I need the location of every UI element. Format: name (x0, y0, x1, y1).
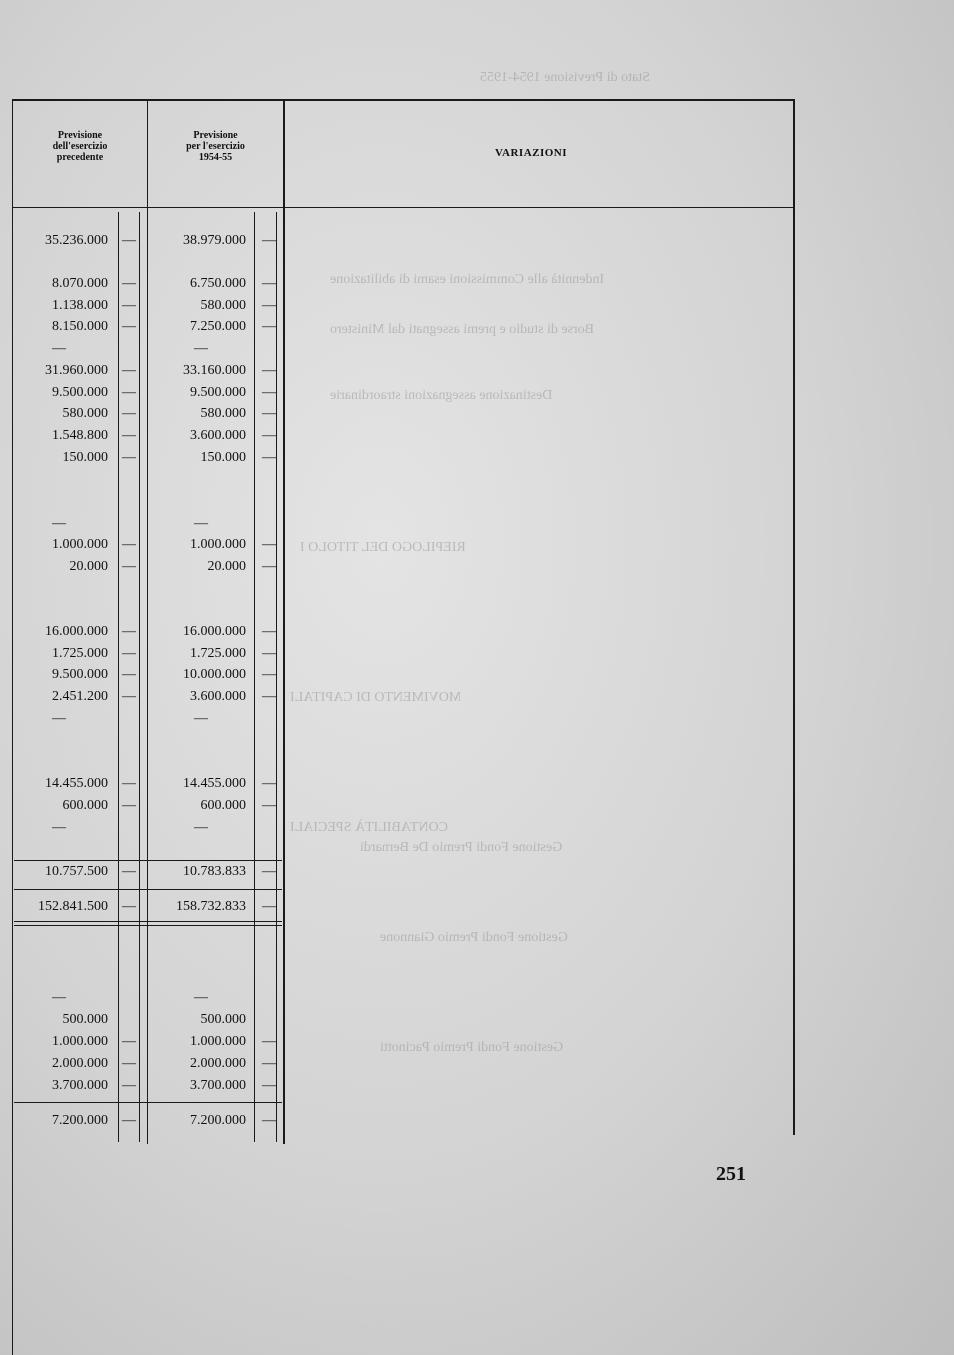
empty-dash: — (194, 820, 208, 835)
prev-value: 580.000 (62, 406, 108, 421)
sub-column-divider (276, 212, 277, 1142)
curr-value: 10.000.000 (183, 667, 246, 682)
empty-dash: — (52, 341, 66, 356)
curr-value: 1.000.000 (190, 1034, 246, 1049)
curr-value: 7.250.000 (190, 319, 246, 334)
dash: — (262, 559, 276, 574)
dash: — (122, 689, 136, 704)
dash: — (262, 689, 276, 704)
bleed-through-text: Destinazione assegnazioni straordinarie (330, 388, 553, 403)
prev-value: 150.000 (62, 450, 108, 465)
dash: — (122, 624, 136, 639)
curr-value: 150.000 (200, 450, 246, 465)
header-line: per l'esercizio (186, 141, 245, 152)
bleed-through-text: Stato di Previsione 1954-1955 (480, 70, 650, 85)
dash: — (262, 406, 276, 421)
prev-value: 8.150.000 (52, 319, 108, 334)
dash: — (262, 776, 276, 791)
dash: — (262, 1034, 276, 1049)
table-top-rule (12, 99, 794, 101)
sub-column-divider (139, 212, 140, 1142)
dash: — (122, 1056, 136, 1071)
bleed-through-text: CONTABILITÀ SPECIALI (290, 820, 448, 835)
prev-value: 9.500.000 (52, 385, 108, 400)
prev-value: 2.000.000 (52, 1056, 108, 1071)
prev-subtotal: 7.200.000 (52, 1113, 108, 1128)
sub-column-divider (254, 212, 255, 1142)
prev-value: 1.000.000 (52, 537, 108, 552)
dash: — (122, 319, 136, 334)
prev-value: 1.548.800 (52, 428, 108, 443)
dash: — (122, 428, 136, 443)
curr-subtotal: 7.200.000 (190, 1113, 246, 1128)
curr-subtotal: 10.783.833 (183, 864, 246, 879)
header-line: 1954-55 (198, 152, 233, 163)
empty-dash: — (52, 711, 66, 726)
prev-value: 1.725.000 (52, 646, 108, 661)
curr-value: 20.000 (207, 559, 246, 574)
header-previsione-precedente (14, 130, 146, 163)
curr-value: 580.000 (200, 298, 246, 313)
prev-value: 9.500.000 (52, 667, 108, 682)
bleed-through-text: Indennità alle Commissioni esami di abilitazione (330, 272, 605, 287)
prev-value: 1.000.000 (52, 1034, 108, 1049)
bleed-through-text: Gestione Fondi Premio Giannone (380, 930, 568, 945)
prev-value: 500.000 (62, 1012, 108, 1027)
dash: — (122, 1078, 136, 1093)
curr-value: 1.000.000 (190, 537, 246, 552)
dash: — (122, 450, 136, 465)
column-divider (147, 99, 148, 1144)
empty-dash: — (52, 990, 66, 1005)
header-line: dell'esercizio (52, 141, 108, 152)
empty-dash: — (52, 516, 66, 531)
dash: — (262, 233, 276, 248)
dash: — (262, 363, 276, 378)
dash: — (122, 406, 136, 421)
dash: — (122, 537, 136, 552)
dash: — (262, 899, 276, 914)
curr-value: 580.000 (200, 406, 246, 421)
dash: — (262, 1078, 276, 1093)
dash: — (262, 864, 276, 879)
dash: — (262, 624, 276, 639)
prev-value: 600.000 (62, 798, 108, 813)
dash: — (262, 537, 276, 552)
dash: — (122, 899, 136, 914)
bleed-through-text: MOVIMENTO DI CAPITALI (290, 690, 462, 705)
empty-dash: — (194, 516, 208, 531)
bleed-through-text: RIEPILOGO DEL TITOLO I (300, 540, 466, 555)
empty-dash: — (194, 341, 208, 356)
dash: — (122, 667, 136, 682)
prev-value: 14.455.000 (45, 776, 108, 791)
right-rule (793, 99, 795, 1135)
dash: — (122, 276, 136, 291)
dash: — (262, 798, 276, 813)
dash: — (262, 1113, 276, 1128)
dash: — (262, 646, 276, 661)
page-number: 251 (716, 1163, 746, 1185)
header-line: Previsione (193, 130, 238, 141)
empty-dash: — (194, 711, 208, 726)
dash: — (262, 298, 276, 313)
dash: — (262, 667, 276, 682)
dash: — (262, 276, 276, 291)
dash: — (122, 864, 136, 879)
prev-value: 16.000.000 (45, 624, 108, 639)
bleed-through-text: Gestione Fondi Premio De Bernardi (360, 840, 563, 855)
dash: — (122, 363, 136, 378)
curr-value: 3.600.000 (190, 689, 246, 704)
dash: — (262, 1056, 276, 1071)
curr-total: 158.732.833 (176, 899, 246, 914)
dash: — (262, 385, 276, 400)
dash: — (122, 1113, 136, 1128)
bleed-through-text: Gestione Fondi Premio Pacinotti (380, 1040, 564, 1055)
curr-value: 3.700.000 (190, 1078, 246, 1093)
header-bottom-rule (12, 207, 794, 208)
dash: — (122, 298, 136, 313)
dash: — (262, 428, 276, 443)
curr-value: 500.000 (200, 1012, 246, 1027)
prev-total: 152.841.500 (38, 899, 108, 914)
dash: — (122, 559, 136, 574)
subtotal-rule (14, 1102, 282, 1103)
curr-value: 6.750.000 (190, 276, 246, 291)
dash: — (122, 233, 136, 248)
total-rule (14, 921, 282, 922)
dash: — (262, 319, 276, 334)
dash: — (122, 776, 136, 791)
prev-value: 35.236.000 (45, 233, 108, 248)
prev-value: 8.070.000 (52, 276, 108, 291)
left-rule (12, 99, 13, 1355)
prev-value: 20.000 (69, 559, 108, 574)
total-rule (14, 925, 282, 926)
dash: — (262, 450, 276, 465)
curr-value: 33.160.000 (183, 363, 246, 378)
prev-value: 31.960.000 (45, 363, 108, 378)
empty-dash: — (52, 820, 66, 835)
curr-value: 16.000.000 (183, 624, 246, 639)
column-divider (283, 99, 285, 1144)
bleed-through-text: Borse di studio e premi assegnati dal Ministero (330, 322, 595, 337)
curr-value: 3.600.000 (190, 428, 246, 443)
header-variazioni: VARIAZIONI (495, 147, 568, 159)
subtotal-rule (14, 860, 282, 861)
sub-column-divider (118, 212, 119, 1142)
curr-value: 600.000 (200, 798, 246, 813)
header-previsione-esercizio (149, 130, 282, 163)
prev-value: 3.700.000 (52, 1078, 108, 1093)
dash: — (122, 798, 136, 813)
curr-value: 2.000.000 (190, 1056, 246, 1071)
curr-value: 38.979.000 (183, 233, 246, 248)
prev-value: 2.451.200 (52, 689, 108, 704)
header-line: Previsione (57, 130, 103, 141)
prev-value: 1.138.000 (52, 298, 108, 313)
total-rule (14, 889, 282, 890)
prev-subtotal: 10.757.500 (45, 864, 108, 879)
header-line: precedente (56, 152, 104, 163)
empty-dash: — (194, 990, 208, 1005)
dash: — (122, 1034, 136, 1049)
curr-value: 14.455.000 (183, 776, 246, 791)
curr-value: 9.500.000 (190, 385, 246, 400)
curr-value: 1.725.000 (190, 646, 246, 661)
dash: — (122, 646, 136, 661)
dash: — (122, 385, 136, 400)
